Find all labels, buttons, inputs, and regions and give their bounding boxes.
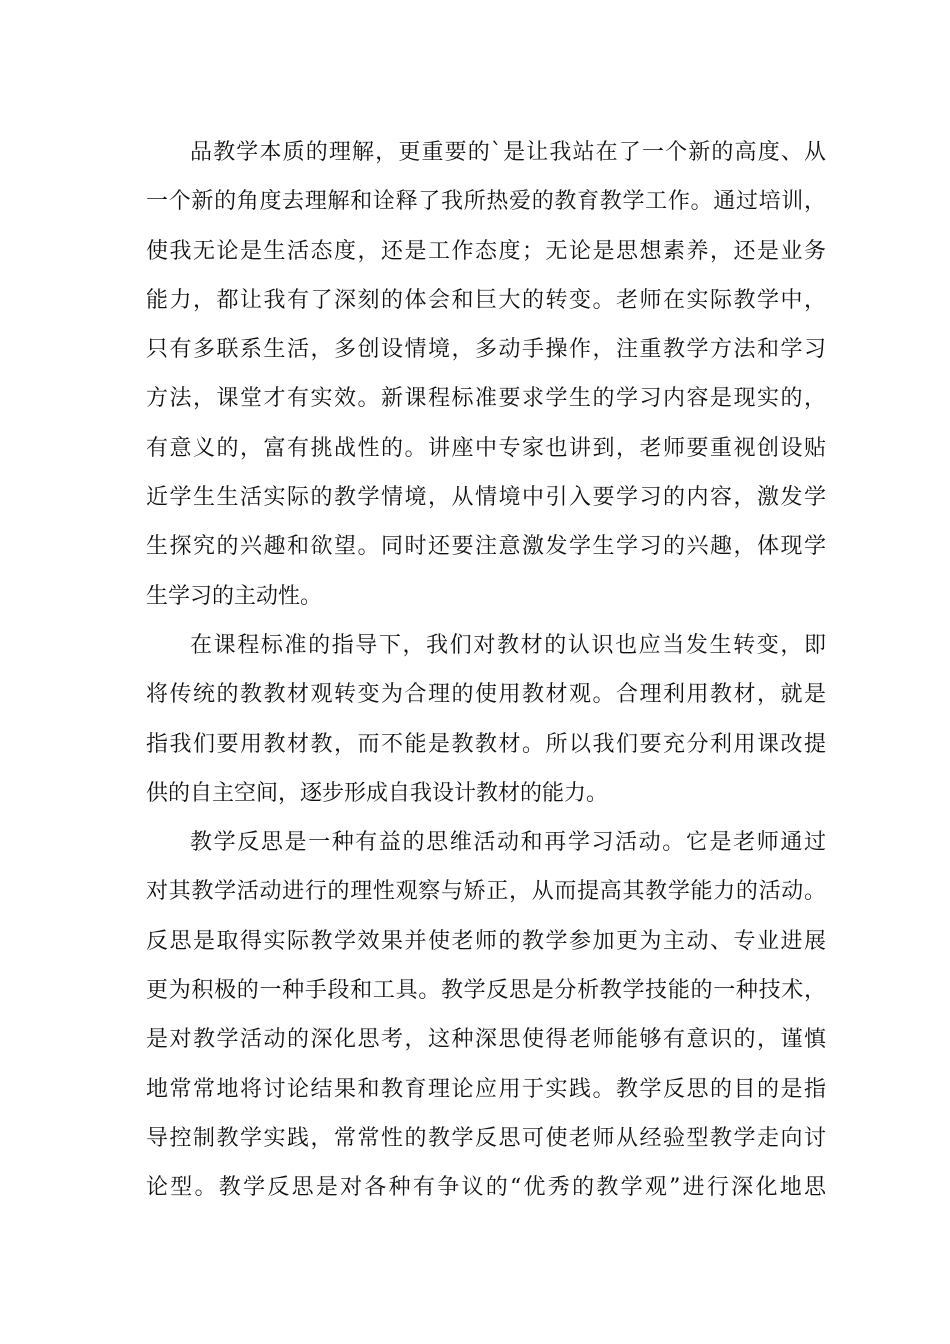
paragraph-1-line-5: 只有多联系生活，多创设情境，多动手操作，注重教学方法和学习: [146, 337, 826, 363]
paragraph-1-line-10: 生学习的主动性。: [146, 583, 323, 609]
paragraph-3-line-1: 教学反思是一种有益的思维活动和再学习活动。它是老师通过: [190, 830, 826, 856]
paragraph-3-line-5: 是对教学活动的深化思考，这种深思使得老师能够有意识的，谨慎: [146, 1027, 826, 1053]
paragraph-1-line-4: 能力，都让我有了深刻的体会和巨大的转变。老师在实际教学中，: [146, 287, 826, 313]
paragraph-2-line-2: 将传统的教教材观转变为合理的使用教材观。合理利用教材，就是: [146, 682, 826, 708]
paragraph-1-line-3: 使我无论是生活态度，还是工作态度；无论是思想素养，还是业务: [146, 238, 826, 264]
paragraph-2-line-4: 供的自主空间，逐步形成自我设计教材的能力。: [146, 780, 609, 806]
paragraph-1-line-9: 生探究的兴趣和欲望。同时还要注意激发学生学习的兴趣，体现学: [146, 534, 826, 560]
paragraph-1-line-7: 有意义的，富有挑战性的。讲座中专家也讲到，老师要重视创设贴: [146, 435, 826, 461]
paragraph-3-line-4: 更为积极的一种手段和工具。教学反思是分析教学技能的一种技术，: [146, 978, 826, 1004]
paragraph-1-line-6: 方法，课堂才有实效。新课程标准要求学生的学习内容是现实的，: [146, 386, 826, 412]
paragraph-2-line-1: 在课程标准的指导下，我们对教材的认识也应当发生转变，即: [190, 632, 826, 658]
paragraph-1-line-1: 品教学本质的理解，更重要的`是让我站在了一个新的高度、从: [190, 140, 826, 165]
body-text: [146, 128, 826, 1213]
paragraph-2-line-3: 指我们要用教材教，而不能是教教材。所以我们要充分利用课改提: [146, 731, 826, 757]
paragraph-1-line-8: 近学生生活实际的教学情境，从情境中引入要学习的内容，激发学: [146, 485, 826, 511]
paragraph-1-line-2: 一个新的角度去理解和诠释了我所热爱的教育教学工作。通过培训，: [146, 189, 826, 215]
paragraph-3-line-3: 反思是取得实际教学效果并使老师的教学参加更为主动、专业进展: [146, 928, 826, 954]
paragraph-3-line-6: 地常常地将讨论结果和教育理论应用于实践。教学反思的目的是指: [146, 1076, 826, 1102]
paragraph-3-line-2: 对其教学活动进行的理性观察与矫正，从而提高其教学能力的活动。: [146, 879, 826, 905]
paragraph-3-line-7: 导控制教学实践，常常性的教学反思可使老师从经验型教学走向讨: [146, 1125, 826, 1151]
paragraph-3-line-8: 论型。教学反思是对各种有争议的“优秀的教学观”进行深化地思: [146, 1175, 826, 1201]
